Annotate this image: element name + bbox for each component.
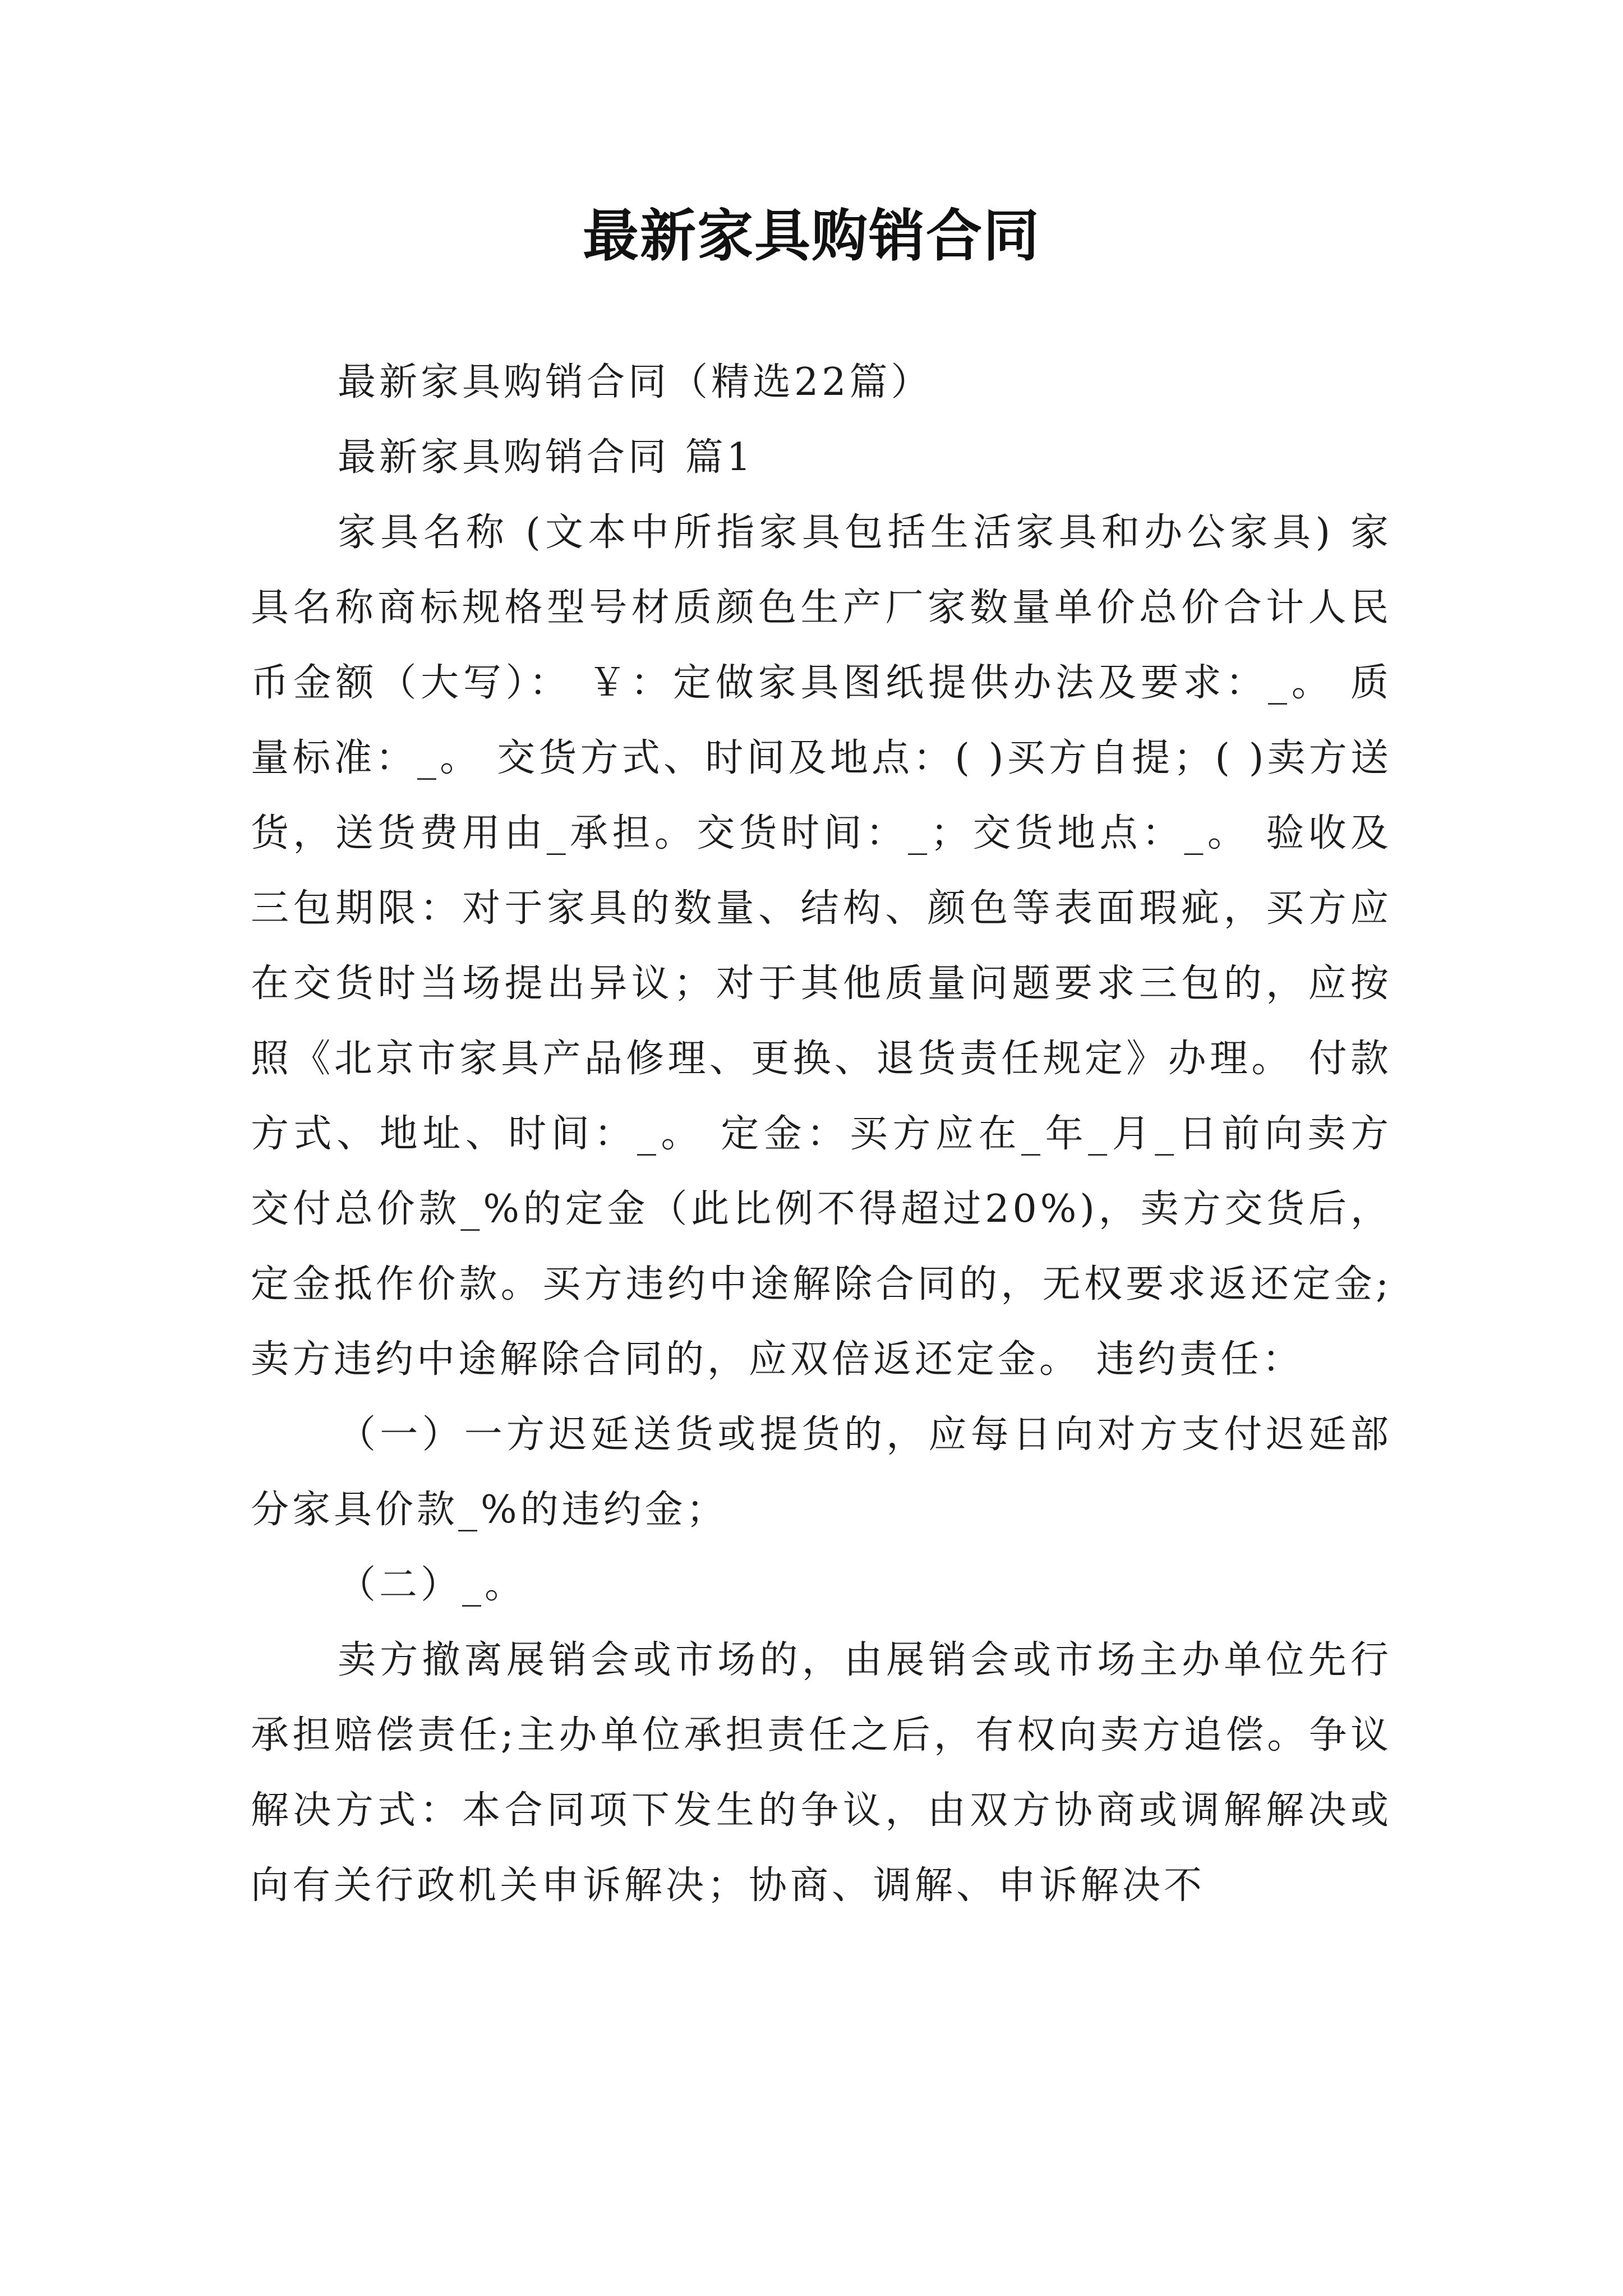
paragraph-main-clause: 家具名称 (文本中所指家具包括生活家具和办公家具) 家具名称商标规格型号材质颜色生产厂家数量单价总价合计人民币金额（大写）： ￥：定做家具图纸提供办法及要求：_。 质量标准：_。 交货方式、时间及地点：( )买方自提；( )卖方送货，送货费用由_承担。交货时间：_；交货地点：_。 验收及三包期限：对于家具的数量、结构、颜色等表面瑕疵，买方应在交货时当场提出异议；对于其他质量问题要求三包的，应按照《北京市家具产品修理、更换、退货责任规定》办理。 付款方式、地址、时间：_。 定金：买方应在_年_月_日前向卖方交付总价款_%的定金（此比例不得超过20%)，卖方交货后，定金抵作价款。买方违约中途解除合同的，无权要求返还定金;卖方违约中途解除合同的，应双倍返还定金。 违约责任： (251, 510, 1392, 1382)
paragraph-breach-item-2: （二）_。 (338, 1563, 527, 1607)
paragraph-dispute-clause: 卖方撤离展销会或市场的，由展销会或市场主办单位先行承担赔偿责任;主办单位承担责任之后，有权向卖方追偿。争议解决方式：本合同项下发生的争议，由双方协商或调解解决或向有关行政机关申诉解决；协商、调解、申诉解决不 (251, 1638, 1392, 1908)
paragraph-section-heading: 最新家具购销合同 篇1 (338, 435, 754, 480)
document-body (251, 345, 1392, 1924)
paragraph-subtitle: 最新家具购销合同（精选22篇） (338, 360, 933, 404)
paragraph-breach-item-1: （一）一方迟延送货或提货的，应每日向对方支付迟延部分家具价款_%的违约金； (251, 1412, 1392, 1532)
document-title: 最新家具购销合同 (583, 203, 1040, 269)
